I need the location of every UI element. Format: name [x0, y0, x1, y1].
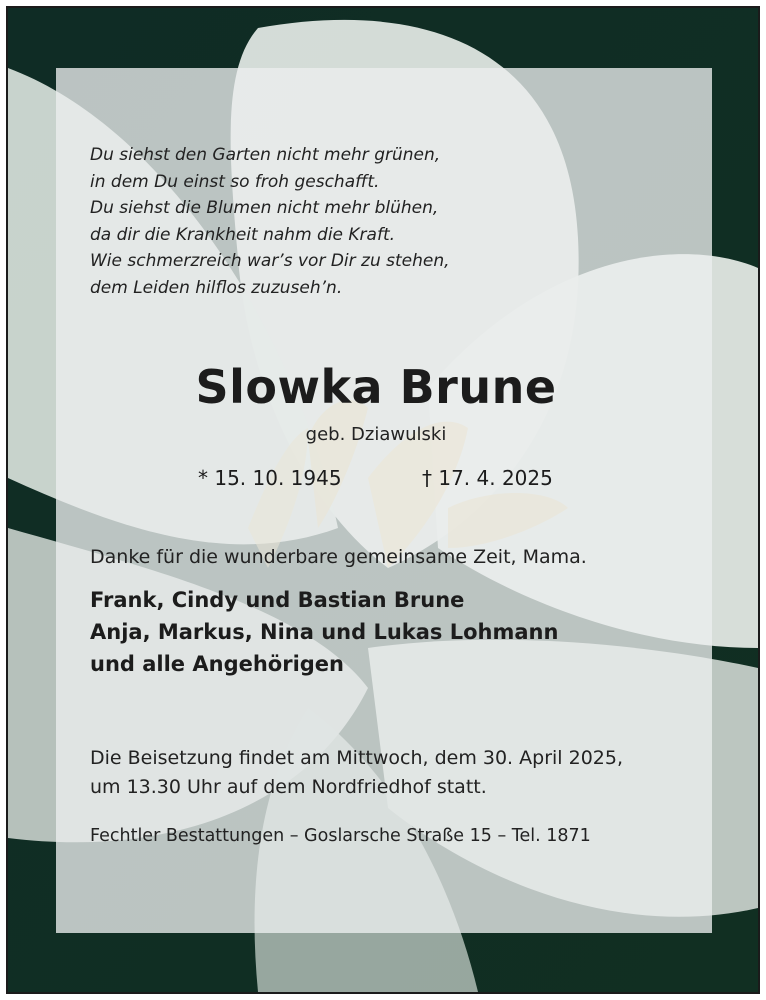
family-line: Frank, Cindy und Bastian Brune [90, 588, 465, 612]
funeral-line: um 13.30 Uhr auf dem Nordfriedhof statt. [90, 776, 487, 798]
birth-date: * 15. 10. 1945 [198, 466, 342, 490]
poem-line: in dem Du einst so froh geschafft. [90, 171, 380, 192]
deceased-name: Slowka Brune [195, 360, 557, 414]
funeral-line: Die Beisetzung findet am Mittwoch, dem 30. April 2025, [90, 747, 623, 769]
poem-line: Du siehst die Blumen nicht mehr blühen, [90, 198, 439, 218]
thanks-line: Danke für die wunderbare gemeinsame Zeit, Mama. [90, 546, 587, 568]
poem-line: da dir die Krankheit nahm die Kraft. [90, 224, 396, 245]
poem [90, 142, 450, 301]
undertaker-info: Fechtler Bestattungen – Goslarsche Straße 15 – Tel. 1871 [90, 826, 591, 846]
family-line: und alle Angehörigen [90, 652, 344, 676]
poem-line: Wie schmerzreich war’s vor Dir zu stehen, [90, 251, 450, 271]
poem-line: Du siehst den Garten nicht mehr grünen, [90, 145, 441, 165]
poem-line: dem Leiden hilflos zuzuseh’n. [90, 277, 343, 298]
maiden-name: geb. Dziawulski [305, 424, 447, 445]
funeral-notice [90, 744, 623, 802]
death-date: † 17. 4. 2025 [422, 466, 553, 490]
family-line: Anja, Markus, Nina und Lukas Lohmann [90, 620, 559, 644]
family-list [90, 584, 558, 680]
